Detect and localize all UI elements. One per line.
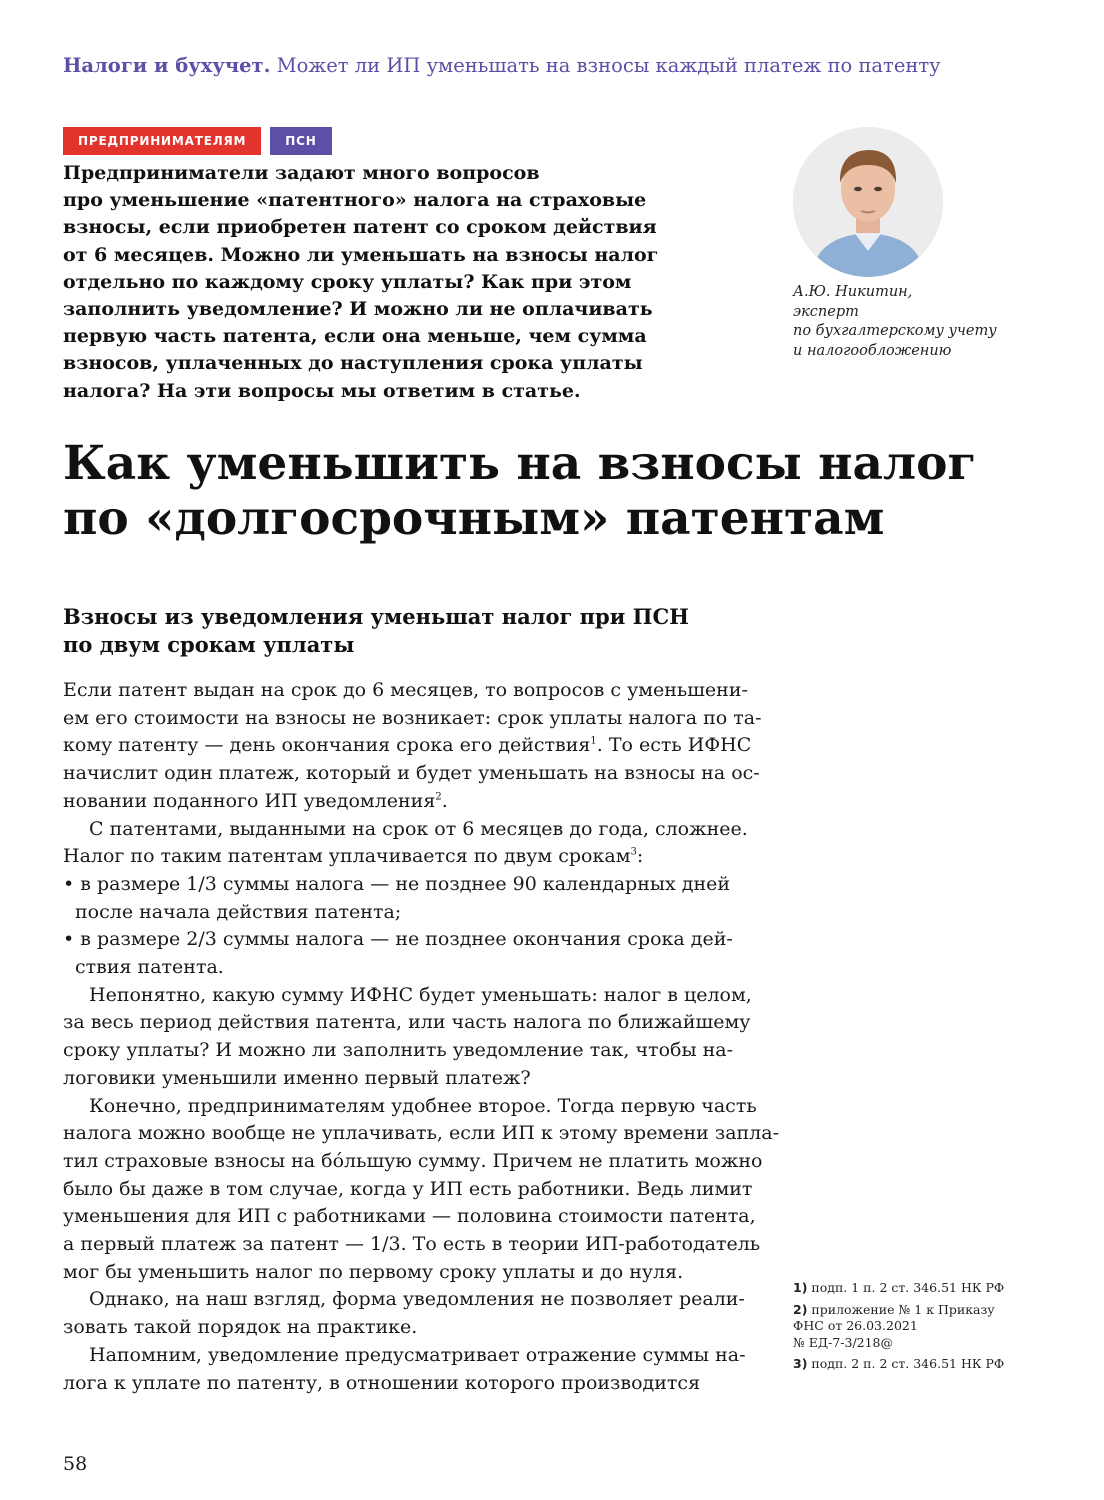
author-photo: [793, 127, 943, 277]
lead-line: от 6 месяцев. Можно ли уменьшать на взносы налог: [63, 243, 659, 266]
body-text: . То есть ИФНС: [596, 734, 752, 757]
footnotes: [793, 1280, 1033, 1378]
bullet-item: • в размере 1/3 суммы налога — не позднее 90 календарных дней: [63, 872, 731, 895]
body-line: уменьшения для ИП с работниками — половина стоимости патента,: [63, 1205, 756, 1228]
body-line: лога к уплате по патенту, в отношении которого производится: [63, 1371, 701, 1394]
footnote-text: подп. 1 п. 2 ст. 346.51 НК РФ: [811, 1280, 1005, 1295]
tag-psn: ПСН: [270, 127, 331, 155]
author-portrait-illustration: [793, 127, 943, 277]
lead-line: налога? На эти вопросы мы ответим в статье.: [63, 379, 581, 402]
author-role: эксперт: [793, 303, 859, 320]
lead-line: взносы, если приобретен патент со сроком действия: [63, 216, 657, 239]
section-heading-line: по двум срокам уплаты: [63, 632, 355, 657]
body-line: Напомним, уведомление предусматривает отражение суммы на-: [89, 1343, 746, 1366]
author-role: и налогообложению: [793, 342, 952, 359]
body-line: начислит один платеж, который и будет уменьшать на взносы на ос-: [63, 762, 760, 785]
article-title-line: по «долгосрочным» патентам: [63, 491, 885, 546]
bullet-item-continuation: после начала действия патента;: [75, 900, 402, 923]
body-line: логовики уменьшили именно первый платеж?: [63, 1066, 531, 1089]
body-text: .: [441, 789, 448, 812]
author-role: по бухгалтерскому учету: [793, 323, 997, 339]
body-line: [63, 788, 743, 816]
lead-line: первую часть патента, если она меньше, чем сумма: [63, 325, 647, 348]
footnote-3: [793, 1356, 1033, 1373]
lead-paragraph: [63, 160, 693, 405]
body-line: за весь период действия патента, или часть налога по ближайшему: [63, 1011, 751, 1034]
lead-line: про уменьшение «патентного» налога на страховые: [63, 189, 647, 212]
section-heading-line: Взносы из уведомления уменьшат налог при ПСН: [63, 604, 690, 629]
lead-line: взносов, уплаченных до наступления срока уплаты: [63, 352, 643, 375]
running-head: [63, 54, 1063, 77]
footnote-number: 1): [793, 1280, 808, 1295]
body-text: новании поданного ИП уведомления: [63, 789, 436, 812]
page-number: 58: [63, 1453, 88, 1475]
footnote-text: приложение № 1 к Приказу: [811, 1301, 995, 1317]
body-text: кому патенту — день окончания срока его действия: [63, 734, 591, 757]
footnote-text: подп. 2 п. 2 ст. 346.51 НК РФ: [811, 1356, 1005, 1372]
footnote-ref: 3: [630, 846, 637, 858]
body-text: :: [636, 845, 644, 868]
body-line: было бы даже в том случае, когда у ИП есть работники. Ведь лимит: [63, 1177, 753, 1200]
footnote-number: 3): [793, 1356, 808, 1372]
article-body: [63, 677, 779, 1397]
lead-line: Предприниматели задают много вопросов: [63, 162, 540, 184]
footnote-2: [793, 1302, 1033, 1352]
bullet-item: • в размере 2/3 суммы налога — не позднее окончания срока дей-: [63, 928, 733, 951]
body-line: а первый платеж за патент — 1/3. То есть в теории ИП-работодатель: [63, 1233, 761, 1256]
body-line: [63, 732, 752, 760]
author-caption: [793, 283, 1023, 361]
author-name: А.Ю. Никитин,: [793, 284, 913, 300]
footnote-1: [793, 1280, 1033, 1297]
footnote-ref: 1: [590, 736, 597, 748]
tag-entrepreneurs: ПРЕДПРИНИМАТЕЛЯМ: [63, 127, 261, 155]
body-line: сроку уплаты? И можно ли заполнить уведомление так, чтобы на-: [63, 1039, 734, 1062]
body-line: Непонятно, какую сумму ИФНС будет уменьшать: налог в целом,: [89, 983, 752, 1006]
running-head-article: Может ли ИП уменьшать на взносы каждый платеж по патенту: [276, 54, 941, 77]
bullet-item-continuation: ствия патента.: [75, 956, 224, 979]
lead-line: заполнить уведомление? И можно ли не оплачивать: [63, 298, 653, 321]
footnote-text: № ЕД-7-3/218@: [793, 1334, 894, 1350]
body-line: тил страховые взносы на бóльшую сумму. Причем не платить можно: [63, 1149, 763, 1172]
body-line: [63, 843, 743, 871]
rubric-tags: [63, 127, 332, 155]
body-line: мог бы уменьшить налог по первому сроку уплаты и до нуля.: [63, 1260, 684, 1283]
lead-line: отдельно по каждому сроку уплаты? Как при этом: [63, 270, 632, 293]
article-title-line: Как уменьшить на взносы налог: [63, 436, 977, 491]
article-title: [63, 436, 1063, 546]
footnote-number: 2): [793, 1301, 808, 1317]
body-line: налога можно вообще не уплачивать, если ИП к этому времени запла-: [63, 1122, 779, 1145]
footnote-ref: 2: [435, 791, 442, 803]
body-line: зовать такой порядок на практике.: [63, 1316, 418, 1339]
section-heading: [63, 603, 763, 659]
body-line: ем его стоимости на взносы не возникает: срок уплаты налога по та-: [63, 706, 762, 729]
body-text: Налог по таким патентам уплачивается по двум срокам: [63, 845, 631, 868]
body-line: Однако, на наш взгляд, форма уведомления не позволяет реали-: [89, 1288, 745, 1311]
body-line: С патентами, выданными на срок от 6 месяцев до года, сложнее.: [89, 817, 748, 840]
body-line: Конечно, предпринимателям удобнее второе. Тогда первую часть: [89, 1094, 757, 1117]
body-line: Если патент выдан на срок до 6 месяцев, то вопросов с уменьшени-: [63, 679, 748, 701]
footnote-text: ФНС от 26.03.2021: [793, 1318, 918, 1334]
running-head-section: Налоги и бухучет.: [63, 54, 271, 77]
